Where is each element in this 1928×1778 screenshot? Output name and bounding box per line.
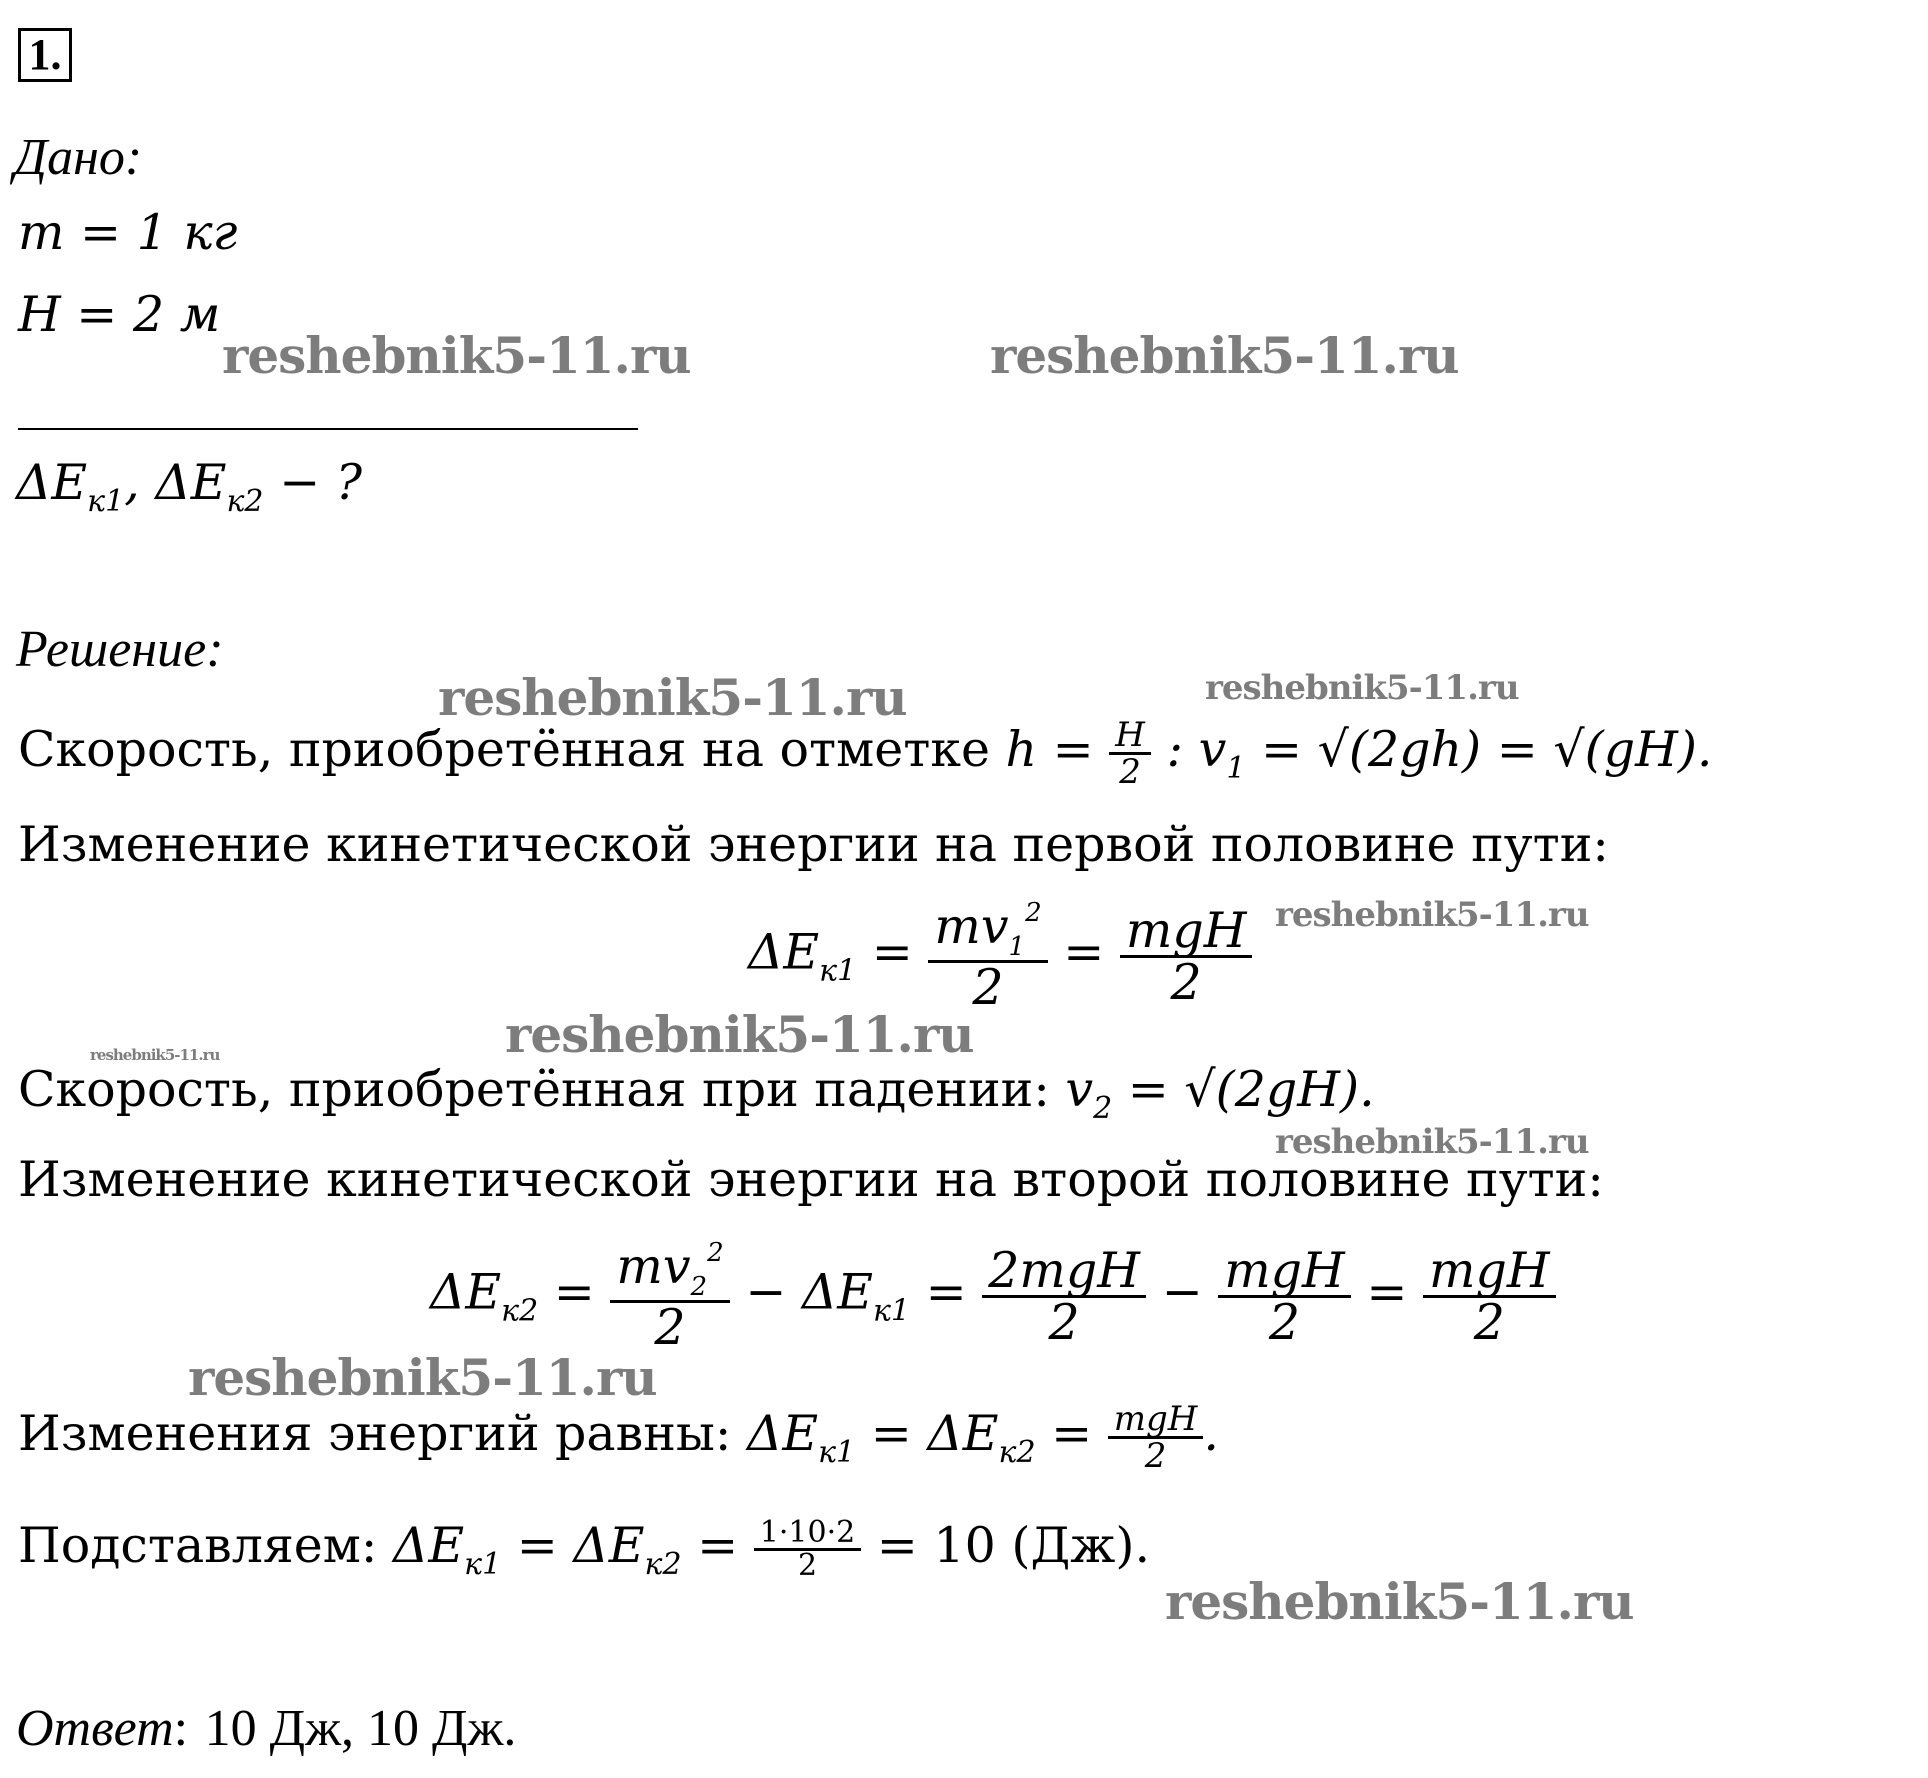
watermark: reshebnik5-11.ru [438,668,907,727]
solution-label: Решение: [16,621,224,678]
solution-step-6: Подставляем: $\Delta E_{к1} = \Delta E_{к2}$ = $\frac{1\cdot 10\cdot 2}{2}$ = 10 (Дж). [18,1515,1151,1583]
watermark: reshebnik5-11.ru [90,1046,220,1064]
solution-step-5: Изменения энергий равны: $\Delta E_{к1} = \Delta E_{к2}$ = $\frac{\text{mgH}}{2}$ . [18,1399,1219,1476]
given-height: H = 2 м [18,286,221,343]
watermark: reshebnik5-11.ru [222,326,691,385]
watermark: reshebnik5-11.ru [505,1005,974,1064]
watermark: reshebnik5-11.ru [1165,1572,1634,1631]
watermark: reshebnik5-11.ru [1275,895,1589,935]
find-quantities: $\Delta E_{к1}$, $\Delta E_{к2}$ − ? [16,454,362,519]
equation-1: $\Delta E_{к1}$ = $\frac{mv_1^2}{2}$ = $\frac{\text{mgH}}{2}$ [748,900,1252,1012]
given-divider [18,428,638,430]
watermark: reshebnik5-11.ru [1205,668,1519,708]
solution-step-3: Скорость, приобретённая при падении: $v_2 = √(2gH)$. [18,1061,1375,1126]
watermark: reshebnik5-11.ru [1275,1122,1589,1162]
task-number: 1. [18,28,72,82]
equation-2: $\Delta E_{к2}$ = $\frac{mv_2^2}{2}$ − $\Delta E_{к1}$ = $\frac{\text{2mgH}}{2}$ − $\frac{\text{mgH}}{2}$ = $\frac{\text{mgH}}{2}$ [430,1240,1556,1352]
given-mass: m = 1 кг [18,204,238,261]
watermark: reshebnik5-11.ru [188,1348,657,1407]
solution-step-4: Изменение кинетической энергии на второй половине пути: [18,1151,1604,1208]
answer-line: Ответ: 10 Дж, 10 Дж. [16,1700,517,1757]
solution-step-2: Изменение кинетической энергии на первой половине пути: [18,816,1609,873]
solution-step-1: Скорость, приобретённая на отметке h = $\frac{H}{2}$ : $v_1 = √(2gh) = √(gH)$. [18,715,1713,792]
watermark: reshebnik5-11.ru [990,326,1459,385]
given-label: Дано: [14,129,143,186]
